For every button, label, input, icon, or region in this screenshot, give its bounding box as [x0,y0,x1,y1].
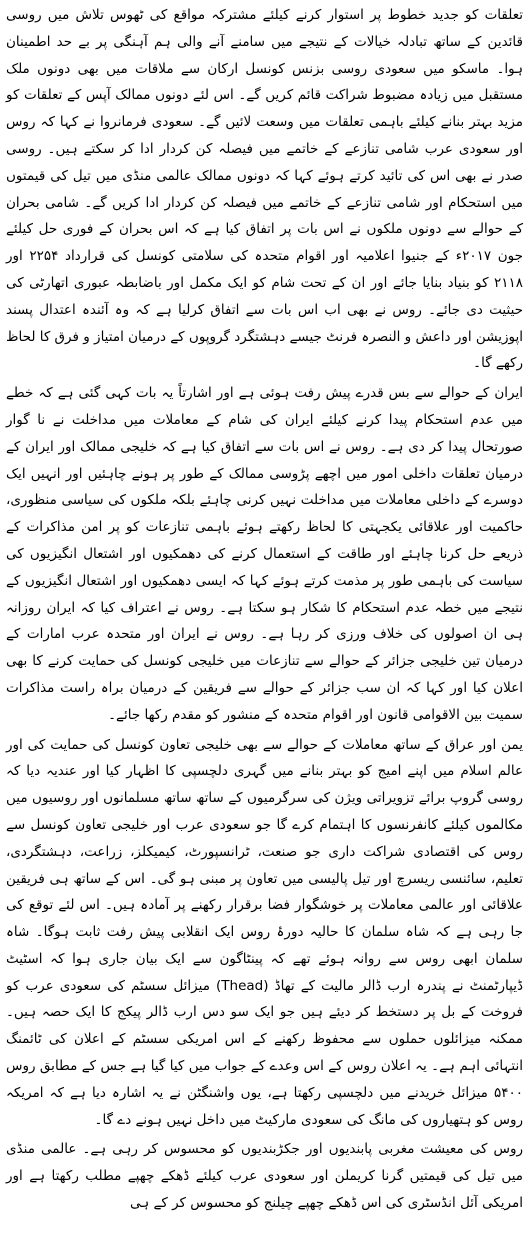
paragraph: ایران کے حوالے سے بس قدرے پیش رفت ہوئی ہے اور اشارتاً یہ بات کہی گئی ہے کہ خطے میں عدم استحکام پیدا کرنے کیلئے ایران کی شام کے معاملات میں مداخلت نے نا گوار صورتحال پیدا کر دی ہے۔ روس نے اس بات سے اتفاق کیا ہے کہ خلیجی ممالک اور ایران کے درمیان تعلقات داخلی امور میں اچھے پڑوسی ممالک کے طور پر ہونے چاہئیں اور انہیں ایک دوسرے کے داخلی معاملات میں مداخلت نہیں کرنی چاہئے بلکہ ملکوں کی سیاسی منظوری، حاکمیت اور علاقائی یکجہتی کا لحاظ رکھتے ہوئے باہمی تنازعات کو پر امن مذاکرات کے ذریعے حل کرنا چاہئے اور طاقت کے استعمال کرنے کی دھمکیوں اور اشتعال انگیزیوں کی سیاست کی باہمی طور پر مذمت کرتے ہوئے کہا کہ ایسی دھمکیوں اور اشتعال انگیزیوں کے نتیجے میں خطہ عدم استحکام کا شکار ہو سکتا ہے۔ روس نے اعتراف کیا کہ ایران روزانہ ہی ان اصولوں کی خلاف ورزی کر رہا ہے۔ روس نے ایران اور متحدہ عرب امارات کے درمیان تین خلیجی جزائر کے حوالے سے تنازعات میں خلیجی کونسل کی حمایت کرنے کا بھی اعلان کیا اور کہا کہ ان سب جزائر کے حوالے سے فریقین کے درمیان براہ راست مذاکرات سمیت بین الاقوامی قانون اور اقوام متحدہ کے منشور کو مقدم رکھا جائے۔ [6,385,523,723]
paragraph: یمن اور عراق کے ساتھ معاملات کے حوالے سے بھی خلیجی تعاون کونسل کی حمایت کی اور عالم اسلام میں اپنے امیج کو بہتر بنانے میں گہری دلچسپی کا اظہار کیا اور عندیہ دیا کہ روسی گروپ برائے تزویراتی ویژن کی سرگرمیوں کے ساتھ ساتھ مسلمانوں اور روسیوں میں مکالموں کیلئے کانفرنسوں کا اہتمام کرے گا جو سعودی عرب اور خلیجی تعاون کونسل سے روس کی اقتصادی شراکت داری جو صنعت، ٹرانسپورٹ، کیمیکلز، زراعت، دہشتگردی، تعلیم، سائنسی ریسرچ اور تیل پالیسی میں تعاون پر مبنی ہو گی۔ اس کے ساتھ ہی فریقین علاقائی اور عالمی معاملات پر خوشگوار فضا برقرار رکھنے پر آمادہ ہیں۔ اس لئے توقع کی جا رہی ہے کہ شاہ سلمان کا حالیہ دورۂ روس ایک انقلابی پیش رفت ثابت ہوگا۔ شاہ سلمان ابھی روس سے روانہ ہوئے تھے کہ پینٹاگون سے ایک بیان جاری ہوا کہ اسٹیٹ ڈیپارٹمنٹ نے پندرہ ارب ڈالر مالیت کے تھاڈ (Thead) میزائل سسٹم کی سعودی عرب کو فروخت کے بل پر دستخط کر دیئے ہیں جو ایک سو دس ارب ڈالر پیکج کا ایک حصہ ہیں۔ ممکنہ میزائلوں حملوں سے محفوظ رکھنے کے اس امریکی سسٹم کے اعلان کی ٹائمنگ انتہائی اہم ہے۔ یہ اعلان روس کے اس وعدے کے جواب میں کیا گیا ہے جس کے مطابق روس ۵۴۰۰ میزائل خریدنے میں دلچسپی رکھتا ہے، یوں واشنگٹن نے یہ اشارہ دیا ہے کہ امریکہ روس کو ہتھیاروں کی مانگ کی سعودی مارکیٹ میں داخل نہیں ہونے دے گا۔ [6,736,523,1128]
paragraph: روس کی معیشت مغربی پابندیوں اور جکڑبندیوں کو محسوس کر رہی ہے۔ عالمی منڈی میں تیل کی قیمتیں گرنا کریملن اور سعودی عرب کیلئے ڈھکے چھپے مطلب رکھتا ہے اور امریکی آئل انڈسٹری کی اس ڈھکے چھپے چیلنج کو محسوس کر کے ہی [6,1141,523,1212]
paragraph: تعلقات کو جدید خطوط پر استوار کرنے کیلئے مشترکہ مواقع کی ٹھوس تلاش میں روسی قائدین کے ساتھ تبادلہ خیالات کے نتیجے میں سامنے آنے والی ہم آہنگی پر بے حد اطمینان ہوا۔ ماسکو میں سعودی روسی بزنس کونسل ارکان سے ملاقات میں بھی دونوں ملک مستقبل میں زیادہ مضبوط شراکت قائم کریں گے۔ اس لئے دونوں ممالک آپس کے تعلقات کو مزید بہتر بنانے کیلئے باہمی تعلقات میں وسعت لائیں گے۔ سعودی فرمانروا نے کہا کہ روس اور سعودی عرب شامی تنازعے کے خاتمے میں فیصلہ کن کردار ادا کر سکتے ہیں۔ روسی صدر نے بھی اس کی تائید کرتے ہوئے کہا کہ دونوں ممالک عالمی منڈی میں تیل کی قیمتوں میں استحکام اور شامی تنازعے کے خاتمے میں فیصلہ کن کردار ادا کریں گے۔ شامی بحران کے حوالے سے دونوں ملکوں نے اس بات پر اتفاق کیا ہے کہ اس بحران کے فوری حل کیلئے جون ۲۰۱۷ء کے جنیوا اعلامیہ اور اقوام متحدہ کی سلامتی کونسل کی قرارداد ۲۲۵۴ اور ۲۱۱۸ کو بنیاد بنایا جائے اور ان کے تحت شام کو ایک مکمل اور باضابطہ عبوری اتھارٹی کی حیثیت دی جائے۔ روس نے بھی اب اس بات سے اتفاق کرلیا ہے کہ وہ آئندہ اعتدال پسند اپوزیشن اور داعش و النصرہ فرنٹ جیسے دہشتگرد گروپوں کے درمیان امتیاز و فرق کا لحاظ رکھے گا۔ [6,7,523,372]
article-body [6,2,523,1217]
